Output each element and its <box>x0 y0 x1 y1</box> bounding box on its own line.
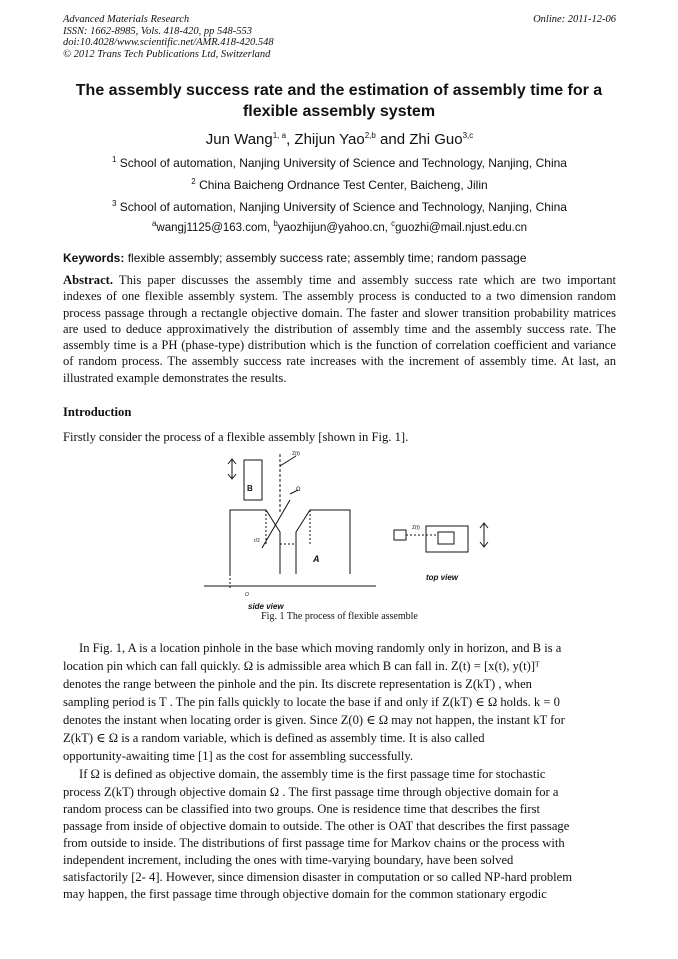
body-line: random process can be classified into two groups. One is residence time that describes the first <box>63 802 541 816</box>
abstract-label: Abstract. <box>63 273 114 287</box>
abstract <box>63 272 616 386</box>
keywords-text: flexible assembly; assembly success rate; assembly time; random passage <box>124 251 527 265</box>
base-outline <box>296 510 350 574</box>
affiliation-sup: 3 <box>112 199 117 208</box>
doi: doi:10.4028/www.scientific.net/AMR.418-420.548 <box>63 37 274 48</box>
figure-1 <box>200 444 520 612</box>
body-line: If Ω is defined as objective domain, the assembly time is the first passage time for stochastic <box>79 767 546 781</box>
body-line: In Fig. 1, A is a location pinhole in the base which moving randomly only in horizon, and B is a <box>79 641 562 655</box>
body-line: satisfactorily [2- 4]. However, since dimension disaster in computation or so called NP-hard problem <box>63 870 573 884</box>
keywords-label: Keywords: <box>63 251 125 265</box>
body-line: opportunity-awaiting time [1] as the cost for assembling successfully. <box>63 749 413 763</box>
abstract-text: This paper discusses the assembly time and assembly success rate which are two important indexes of one flexible assembly system. The assembly process is conducted to a two dimension random process passage through a rectangle objective domain. The faster and slower transition probability matrices are used to deduce approximatively the distribution of assembly time and the assembly success rate. The assembly time is a PH (phase-type) distribution which is the function of correlation coefficient and variance of random process. The assembly success rate increases with the increment of assembly time. At last, an illustrated example demonstrates the results. <box>63 273 616 385</box>
email-sup: c <box>391 219 396 229</box>
top-view-hole <box>438 532 454 544</box>
body-line: denotes the range between the pinhole and the pin. Its discrete representation is Z(kT) , when <box>63 677 532 691</box>
affiliation-text: School of automation, Nanjing University of Science and Technology, Nanjing, China <box>116 200 567 214</box>
body-line: location pin which can fall quickly. Ω is admissible area which B can fall in. Z(t) = [x(t), y(t)]ᵀ <box>63 659 540 673</box>
pin-b <box>244 460 262 500</box>
author-1-sup: 1, a <box>272 131 287 140</box>
title-line-1: The assembly success rate and the estimation of assembly time for a <box>75 82 603 99</box>
label-origin: O <box>245 592 249 598</box>
email-sup: a <box>151 219 157 229</box>
email-b: yaozhijun@yahoo.cn, <box>277 222 392 234</box>
label-small: r/2 <box>254 538 260 544</box>
body-line: independent increment, including the ones with time-varying boundary, have been solved <box>63 853 514 867</box>
label-b: B <box>247 484 253 493</box>
section-heading: Introduction <box>63 405 132 419</box>
author-1: Jun Wang <box>205 131 273 148</box>
affiliation-2 <box>63 178 616 192</box>
title-line-2: flexible assembly system <box>242 103 436 120</box>
body-line: may happen, the first passage time through objective domain for the common stationary ergodic <box>63 887 547 901</box>
affiliation-sup: 2 <box>191 177 196 186</box>
body-line: process Z(kT) through objective domain Ω . The first passage time through objective domain for a <box>63 785 559 799</box>
issn: ISSN: 1662-8985, Vols. 418-420, pp 548-553 <box>63 25 252 37</box>
label-top-view: top view <box>426 573 459 582</box>
online-date: Online: 2011-12-06 <box>533 14 616 25</box>
email-line <box>63 219 616 234</box>
author-3-sup: 3,c <box>462 131 474 140</box>
author-3: Zhi Guo <box>409 131 463 148</box>
label-omega: Ω <box>296 487 301 493</box>
author-separator: , <box>286 131 295 148</box>
affiliation-1 <box>63 156 616 170</box>
affiliation-text: China Baicheng Ordnance Test Center, Baicheng, Jilin <box>195 178 488 192</box>
author-separator: and <box>375 131 410 148</box>
label-zt-top: Z(t) <box>412 525 420 531</box>
z-pointer <box>280 456 296 466</box>
label-zt: Z(t) <box>292 451 300 457</box>
email-sup: b <box>273 219 278 229</box>
intro-line: Firstly consider the process of a flexible assembly [shown in Fig. 1]. <box>63 430 409 444</box>
authors <box>63 131 616 148</box>
author-2: Zhijun Yao <box>294 131 365 148</box>
figure-caption: Fig. 1 The process of flexible assemble <box>261 611 418 622</box>
body-line: Z(kT) ∈ Ω is a random variable, which is defined as assembly time. It is also called <box>63 731 485 745</box>
paper-title <box>60 80 618 122</box>
journal-name: Advanced Materials Research <box>63 14 190 25</box>
affiliation-text: School of automation, Nanjing University of Science and Technology, Nanjing, China <box>116 156 567 170</box>
author-2-sup: 2,b <box>364 131 376 140</box>
email-c: guozhi@mail.njust.edu.cn <box>395 222 528 234</box>
label-a: A <box>313 554 320 564</box>
top-view-pin <box>394 530 406 540</box>
top-view-base <box>426 526 468 552</box>
affiliation-sup: 1 <box>112 155 117 164</box>
journal-header <box>63 14 616 60</box>
body-line: denotes the instant when locating order is given. Since Z(0) ∈ Ω may not happen, the instant kT for <box>63 713 565 727</box>
affiliation-3 <box>63 200 616 214</box>
body-line: sampling period is T . The pin falls quickly to locate the base if and only if Z(kT) ∈ Ω holds. k = 0 <box>63 695 560 709</box>
label-side-view: side view <box>248 602 284 611</box>
body-line: from outside to inside. The distributions of first passage time for Markov chains or the process with <box>63 836 565 850</box>
email-a: wangj1125@163.com, <box>156 222 274 234</box>
copyright: © 2012 Trans Tech Publications Ltd, Switzerland <box>63 48 271 60</box>
keywords <box>63 251 616 265</box>
body-line: passage from inside of objective domain to outside. The other is OAT that describes the first passage <box>63 819 570 833</box>
